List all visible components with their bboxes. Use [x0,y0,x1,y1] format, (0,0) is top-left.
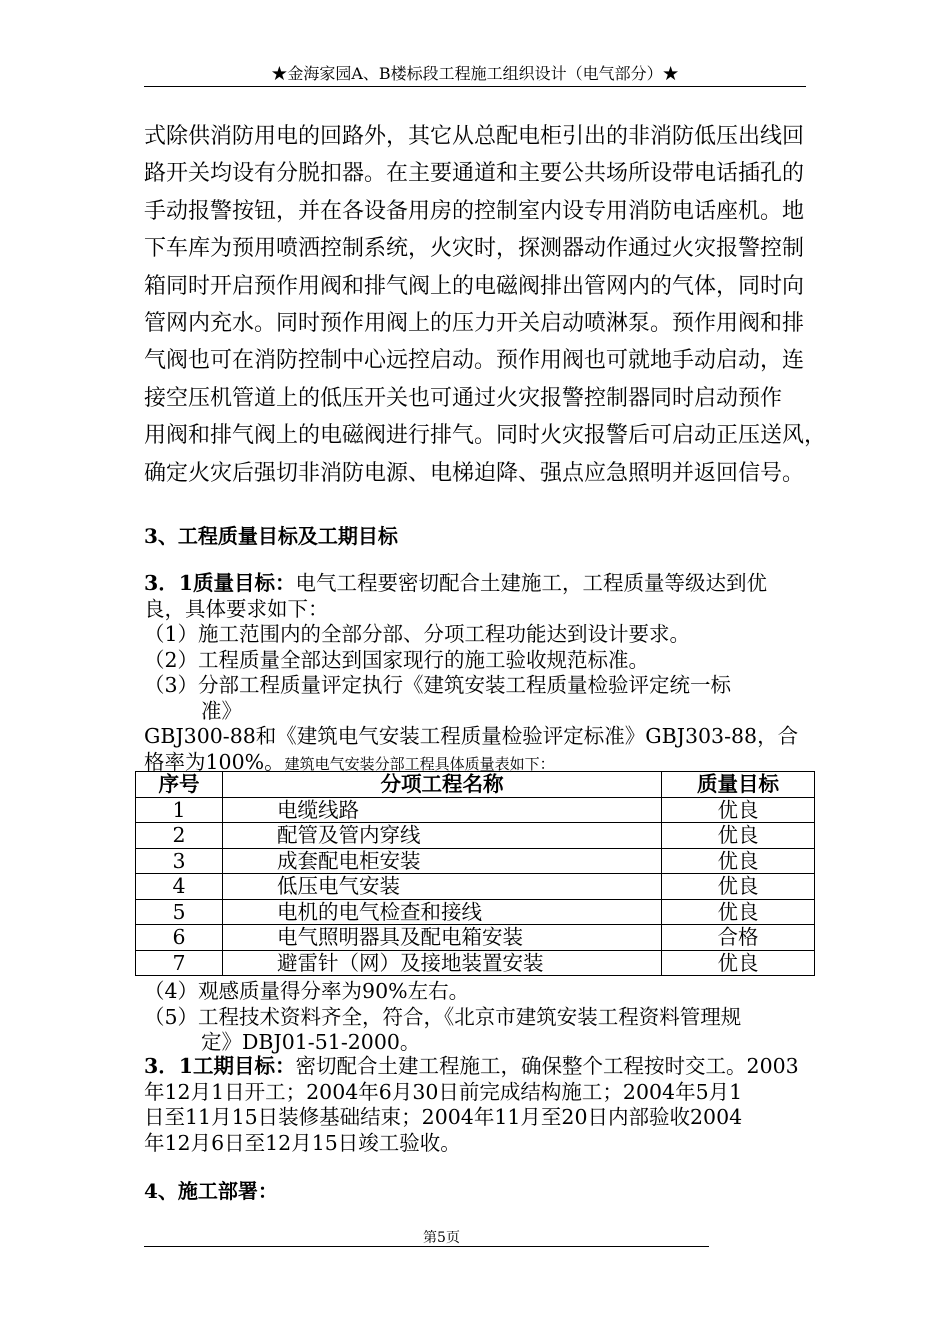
paragraph-line: 用阀和排气阀上的电磁阀进行排气。同时火灾报警后可启动正压送风， [144,423,827,449]
cell-goal: 优良 [662,848,815,874]
cell-goal: 优良 [662,899,815,925]
table-caption: 建筑电气安装分部工程具体质量表如下： [284,754,555,773]
paragraph-line: 路开关均设有分脱扣器。在主要通道和主要公共场所设带电话插孔的 [144,161,805,187]
schedule-goal-line: 日至11月15日装修基础结束；2004年11月至20日内部验收2004 [144,1105,743,1129]
schedule-goals-block [144,1054,799,1156]
page-number: 第5页 [423,1230,460,1246]
quality-item: （4）观感质量得分率为90%左右。 [144,979,470,1003]
intro-paragraph [144,118,827,492]
cell-name: 电缆线路 [223,797,662,823]
additional-goals-block [144,979,741,1056]
table-row [136,925,815,951]
cell-name: 避雷针（网）及接地装置安装 [223,950,662,976]
cell-name: 低压电气安装 [223,874,662,900]
column-header-name: 分项工程名称 [223,772,662,798]
paragraph-line: 下车库为预用喷洒控制系统，火灾时，探测器动作通过火灾报警控制 [144,236,805,262]
quality-goals-block [144,571,798,777]
table-row [136,899,815,925]
cell-name: 配管及管内穿线 [223,823,662,849]
quality-goal-line: 良，具体要求如下： [144,596,329,621]
schedule-goal-line: 年12月1日开工；2004年6月30日前完成结构施工；2004年5月1 [144,1079,743,1104]
table-row [136,848,815,874]
cell-no: 1 [136,797,223,823]
table-row [136,950,815,976]
paragraph-line: 箱同时开启预作用阀和排气阀上的电磁阀排出管网内的气体，同时向 [144,273,805,299]
quality-item: （5）工程技术资料齐全，符合，《北京市建筑安装工程资料管理规 [144,1004,742,1029]
quality-standard-line: GBJ300-88和《建筑电气安装工程质量检验评定标准》GBJ303-88，合 [144,724,799,748]
page-header: ★金海家园A、B楼标段工程施工组织设计（电气部分）★ [271,64,679,83]
section-3-heading: 3、工程质量目标及工期目标 [144,524,398,548]
schedule-goal-text: 密切配合土建工程施工，确保整个工程按时交工。2003 [295,1054,799,1078]
schedule-goal-line: 年12月6日至12月15日竣工验收。 [144,1130,461,1155]
section-4-heading: 4、施工部署： [144,1179,278,1203]
cell-name: 电气照明器具及配电箱安装 [223,925,662,951]
cell-goal: 合格 [662,925,815,951]
schedule-goal-label: 3．1工期目标： [144,1054,296,1078]
schedule-goal-line [144,1054,799,1080]
quality-goal-label: 3．1质量目标： [144,571,296,595]
footer-divider [144,1246,709,1247]
paragraph-line: 接空压机管道上的低压开关也可通过火灾报警控制器同时启动预作 [144,385,783,411]
cell-no: 3 [136,848,223,874]
cell-no: 2 [136,823,223,849]
quality-table [135,771,815,976]
table-row [136,874,815,900]
cell-no: 7 [136,950,223,976]
cell-no: 6 [136,925,223,951]
quality-item: （1）施工范围内的全部分部、分项工程功能达到设计要求。 [144,622,691,646]
cell-name: 电机的电气检查和接线 [223,899,662,925]
quality-item-continuation: 定》DBJ01-51-2000。 [201,1030,421,1054]
quality-item: （3）分部工程质量评定执行《建筑安装工程质量检验评定统一标 [144,673,732,697]
paragraph-line: 手动报警按钮，并在各设备用房的控制室内设专用消防电话座机。地 [144,198,805,224]
paragraph-line: 式除供消防用电的回路外，其它从总配电柜引出的非消防低压出线回 [144,124,805,149]
quality-item-continuation: 准》 [201,698,242,723]
cell-goal: 优良 [662,823,815,849]
cell-goal: 优良 [662,950,815,976]
header-divider [144,86,806,87]
cell-goal: 优良 [662,874,815,900]
paragraph-line: 确定火灾后强切非消防电源、电梯迫降、强点应急照明并返回信号。 [144,460,805,486]
paragraph-line: 气阀也可在消防控制中心远控启动。预作用阀也可就地手动启动，连 [144,348,805,374]
table-header-row [136,772,815,798]
cell-no: 4 [136,874,223,900]
table-row [136,823,815,849]
cell-no: 5 [136,899,223,925]
quality-goal-line [144,571,798,597]
quality-rate-text: 格率为100%。 [144,749,285,774]
cell-goal: 优良 [662,797,815,823]
column-header-goal: 质量目标 [662,772,815,798]
quality-goal-text: 电气工程要密切配合土建施工，工程质量等级达到优 [295,571,768,595]
column-header-no: 序号 [136,772,223,798]
cell-name: 成套配电柜安装 [223,848,662,874]
paragraph-line: 管网内充水。同时预作用阀上的压力开关启动喷淋泵。预作用阀和排 [144,311,805,337]
quality-item: （2）工程质量全部达到国家现行的施工验收规范标准。 [144,647,650,672]
table-row [136,797,815,823]
